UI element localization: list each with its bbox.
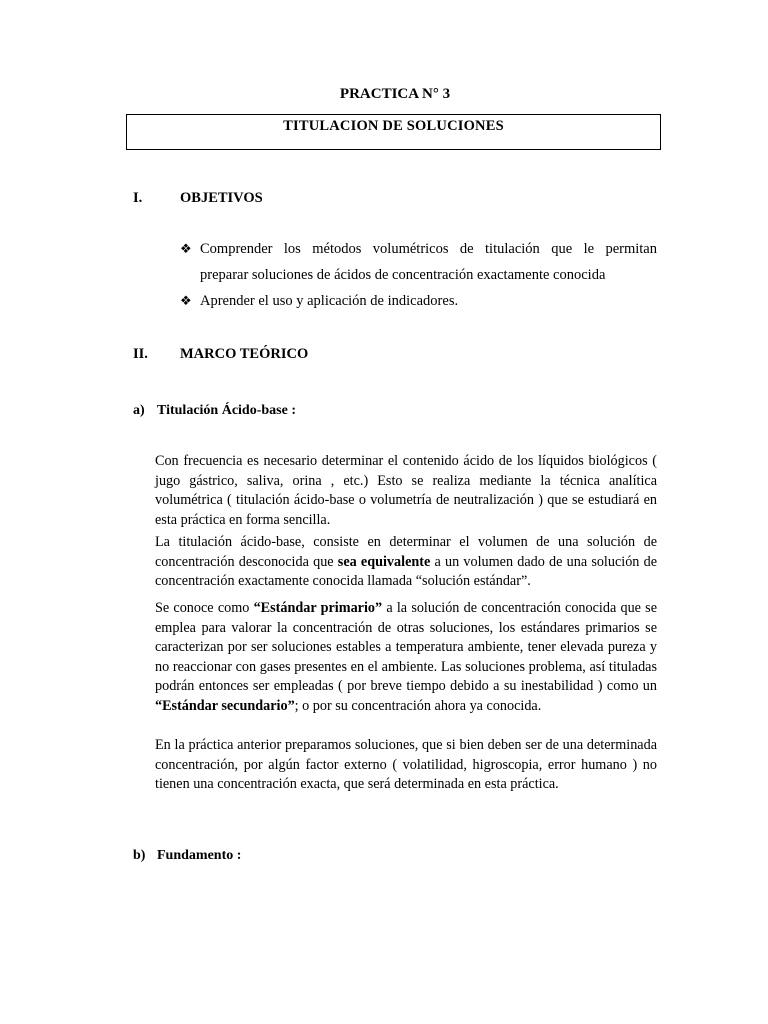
diamond-bullet-icon: ❖: [180, 241, 192, 256]
practice-number: PRACTICA N° 3: [339, 86, 451, 102]
paragraph-1: Con frecuencia es necesario determinar el contenido ácido de los líquidos biológicos ( jugo gástrico, saliva, orina , etc.) Esto se realiza mediante la técnica analítica volumétrica ( titulación ácido-base o volumetría de neutralización ) que se estudiará en esta práctica en forma sencilla.: [155, 453, 657, 528]
section-1-title: OBJETIVOS: [180, 190, 263, 206]
subsection-a-label: a): [133, 403, 145, 418]
paragraph-2: [155, 533, 657, 592]
paragraph-2-text-end: a un volumen dado de una solución de concentración exactamente conocida llamada “solución estándar”.: [155, 553, 657, 589]
paragraph-3-text-end: ; o por su concentración ahora ya conocida.: [294, 697, 542, 714]
objective-2: Aprender el uso y aplicación de indicadores.: [200, 293, 459, 309]
subsection-b-title: Fundamento :: [157, 848, 242, 863]
objective-1-line-1: Comprender los métodos volumétricos de titulación que le permitan: [200, 241, 657, 257]
diamond-bullet-icon: ❖: [180, 293, 192, 308]
paragraph-4: En la práctica anterior preparamos soluciones, que si bien deben ser de una determinada concentración, por algún factor externo ( volatilidad, higroscopia, error humano ) no tienen una concentración exacta, que será determinada en esta práctica.: [155, 737, 657, 792]
subsection-a-title: Titulación Ácido-base :: [157, 403, 296, 418]
paragraph-2-text: La titulación ácido-base, consiste en determinar el volumen de una solución de concentración desconocida que: [155, 534, 657, 570]
section-2-title: MARCO TEÓRICO: [180, 346, 309, 362]
paragraph-3-emphasis-secondary: “Estándar secundario”: [155, 697, 295, 714]
paragraph-3: [155, 599, 657, 716]
paragraph-3-emphasis-primary: “Estándar primario”: [253, 600, 383, 616]
section-2-number: II.: [133, 346, 148, 362]
document-title-box: [126, 114, 661, 150]
paragraph-3-text-mid: a la solución de concentración conocida que se emplea para valorar la concentración de otras soluciones, los estándares primarios se caracterizan por ser soluciones estables a temperatura ambiente, tener elevada pureza y no reaccionar con gases presentes en el ambiente. Las soluciones problema, así tituladas podrán entonces ser empleadas ( por breve tiempo debido a su inestabilidad ) como un: [155, 600, 658, 694]
paragraph-2-emphasis: sea equivalente: [337, 553, 431, 570]
subsection-b-label: b): [133, 848, 146, 863]
section-1-number: I.: [133, 190, 143, 206]
paragraph-3-text: Se conoce como: [155, 600, 254, 616]
document-title: TITULACION DE SOLUCIONES: [283, 118, 504, 134]
objective-1-line-2: preparar soluciones de ácidos de concentración exactamente conocida: [200, 267, 606, 283]
